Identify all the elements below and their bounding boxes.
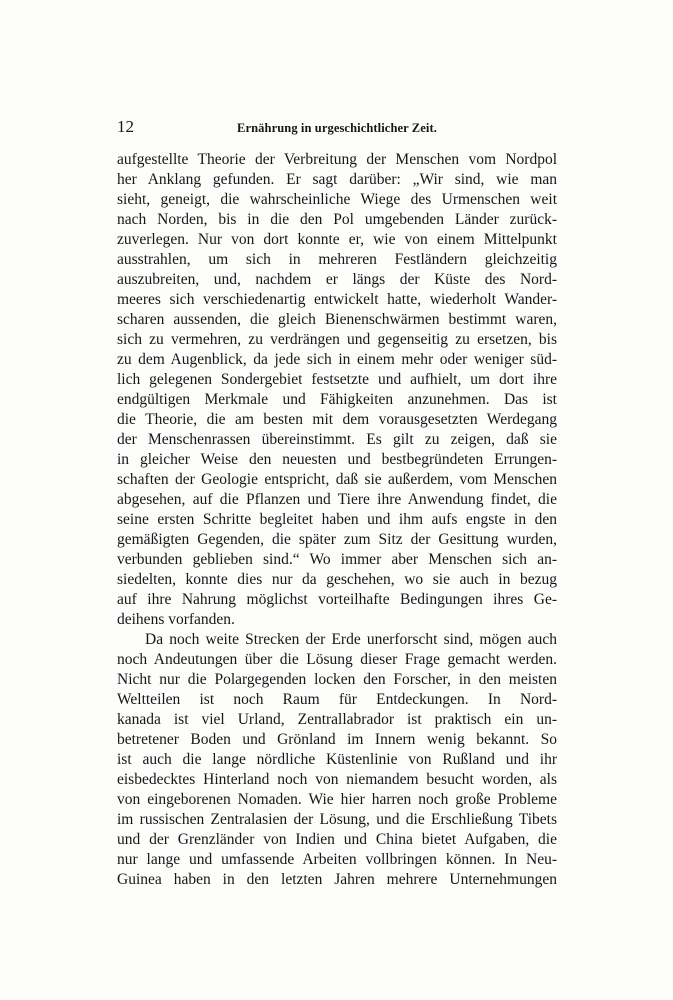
text-line: her Anklang gefunden. Er sagt darüber: „Wir sind, wie man [117,171,557,188]
text-line: abgesehen, auf die Pflanzen und Tiere ihre Anwendung findet, die [117,491,557,508]
running-head [117,116,557,138]
text-line: deihens vorfanden. [117,611,235,628]
text-line: lich gelegenen Sondergebiet festsetzte und aufhielt, um dort ihre [117,371,557,388]
text-line: scharen aussenden, die gleich Bienenschwärmen bestimmt waren, [117,311,557,328]
text-line: siedelten, konnte dies nur da geschehen, wo sie auch in bezug [117,571,557,588]
text-line: seine ersten Schritte begleitet haben und ihm aufs engste in den [117,511,557,528]
text-line: die Theorie, die am besten mit dem vorausgesetzten Werdegang [117,411,557,428]
text-line: sieht, geneigt, die wahrscheinliche Wiege des Urmenschen weit [117,191,557,208]
paragraph [117,630,557,890]
text-line: aufgestellte Theorie der Verbreitung der Menschen vom Nordpol [117,151,557,168]
text-line: eisbedecktes Hinterland noch von niemandem besucht worden, als [117,771,557,788]
text-line: Weltteilen ist noch Raum für Entdeckungen. In Nord- [117,691,557,708]
text-line: zu dem Augenblick, da jede sich in einem mehr oder weniger süd- [117,351,557,368]
text-line: sich zu vermehren, zu verdrängen und gegenseitig zu ersetzen, bis [117,331,557,348]
text-line: Guinea haben in den letzten Jahren mehrere Unternehmungen [117,871,557,888]
text-line: und der Grenzländer von Indien und China bietet Aufgaben, die [117,831,557,848]
text-line: nur lange und umfassende Arbeiten vollbringen können. In Neu- [117,851,557,868]
text-line: ist auch die lange nördliche Küstenlinie von Rußland und ihr [117,751,557,768]
text-line: schaften der Geologie entspricht, daß sie außerdem, vom Menschen [117,471,557,488]
text-line: betretener Boden und Grönland im Innern wenig bekannt. So [117,731,557,748]
text-line: verbunden geblieben sind.“ Wo immer aber Menschen sich an- [117,551,557,568]
text-line: in gleicher Weise den neuesten und bestbegründeten Errungen- [117,451,557,468]
text-line: von eingeborenen Nomaden. Wie hier harren noch große Probleme [117,791,557,808]
text-line: nach Norden, bis in die den Pol umgebenden Länder zurück- [117,211,557,228]
text-line: kanada ist viel Urland, Zentrallabrador ist praktisch ein un- [117,711,557,728]
text-line: meeres sich verschiedenartig entwickelt hatte, wiederholt Wander- [117,291,557,308]
text-line: der Menschenrassen übereinstimmt. Es gilt zu zeigen, daß sie [117,431,557,448]
text-line: auf ihre Nahrung möglichst vorteilhafte Bedingungen ihres Ge- [117,591,557,608]
body-text [117,150,557,890]
text-line: auszubreiten, und, nachdem er längs der Küste des Nord- [117,271,557,288]
paragraph [117,150,557,630]
text-line: Nicht nur die Polargegenden locken den Forscher, in den meisten [117,671,557,688]
text-line: zuverlegen. Nur von dort konnte er, wie von einem Mittelpunkt [117,231,557,248]
text-line: gemäßigten Gegenden, die später zum Sitz der Gesittung wurden, [117,531,557,548]
text-line: endgültigen Merkmale und Fähigkeiten anzunehmen. Das ist [117,391,557,408]
text-line: Da noch weite Strecken der Erde unerforscht sind, mögen auch [145,631,557,648]
text-line: im russischen Zentralasien der Lösung, und die Erschließung Tibets [117,811,557,828]
running-title: Ernährung in urgeschichtlicher Zeit. [237,121,437,135]
text-line: ausstrahlen, um sich in mehreren Festländern gleichzeitig [117,251,557,268]
text-line: noch Andeutungen über die Lösung dieser Frage gemacht werden. [117,651,557,668]
page-number: 12 [117,117,134,136]
